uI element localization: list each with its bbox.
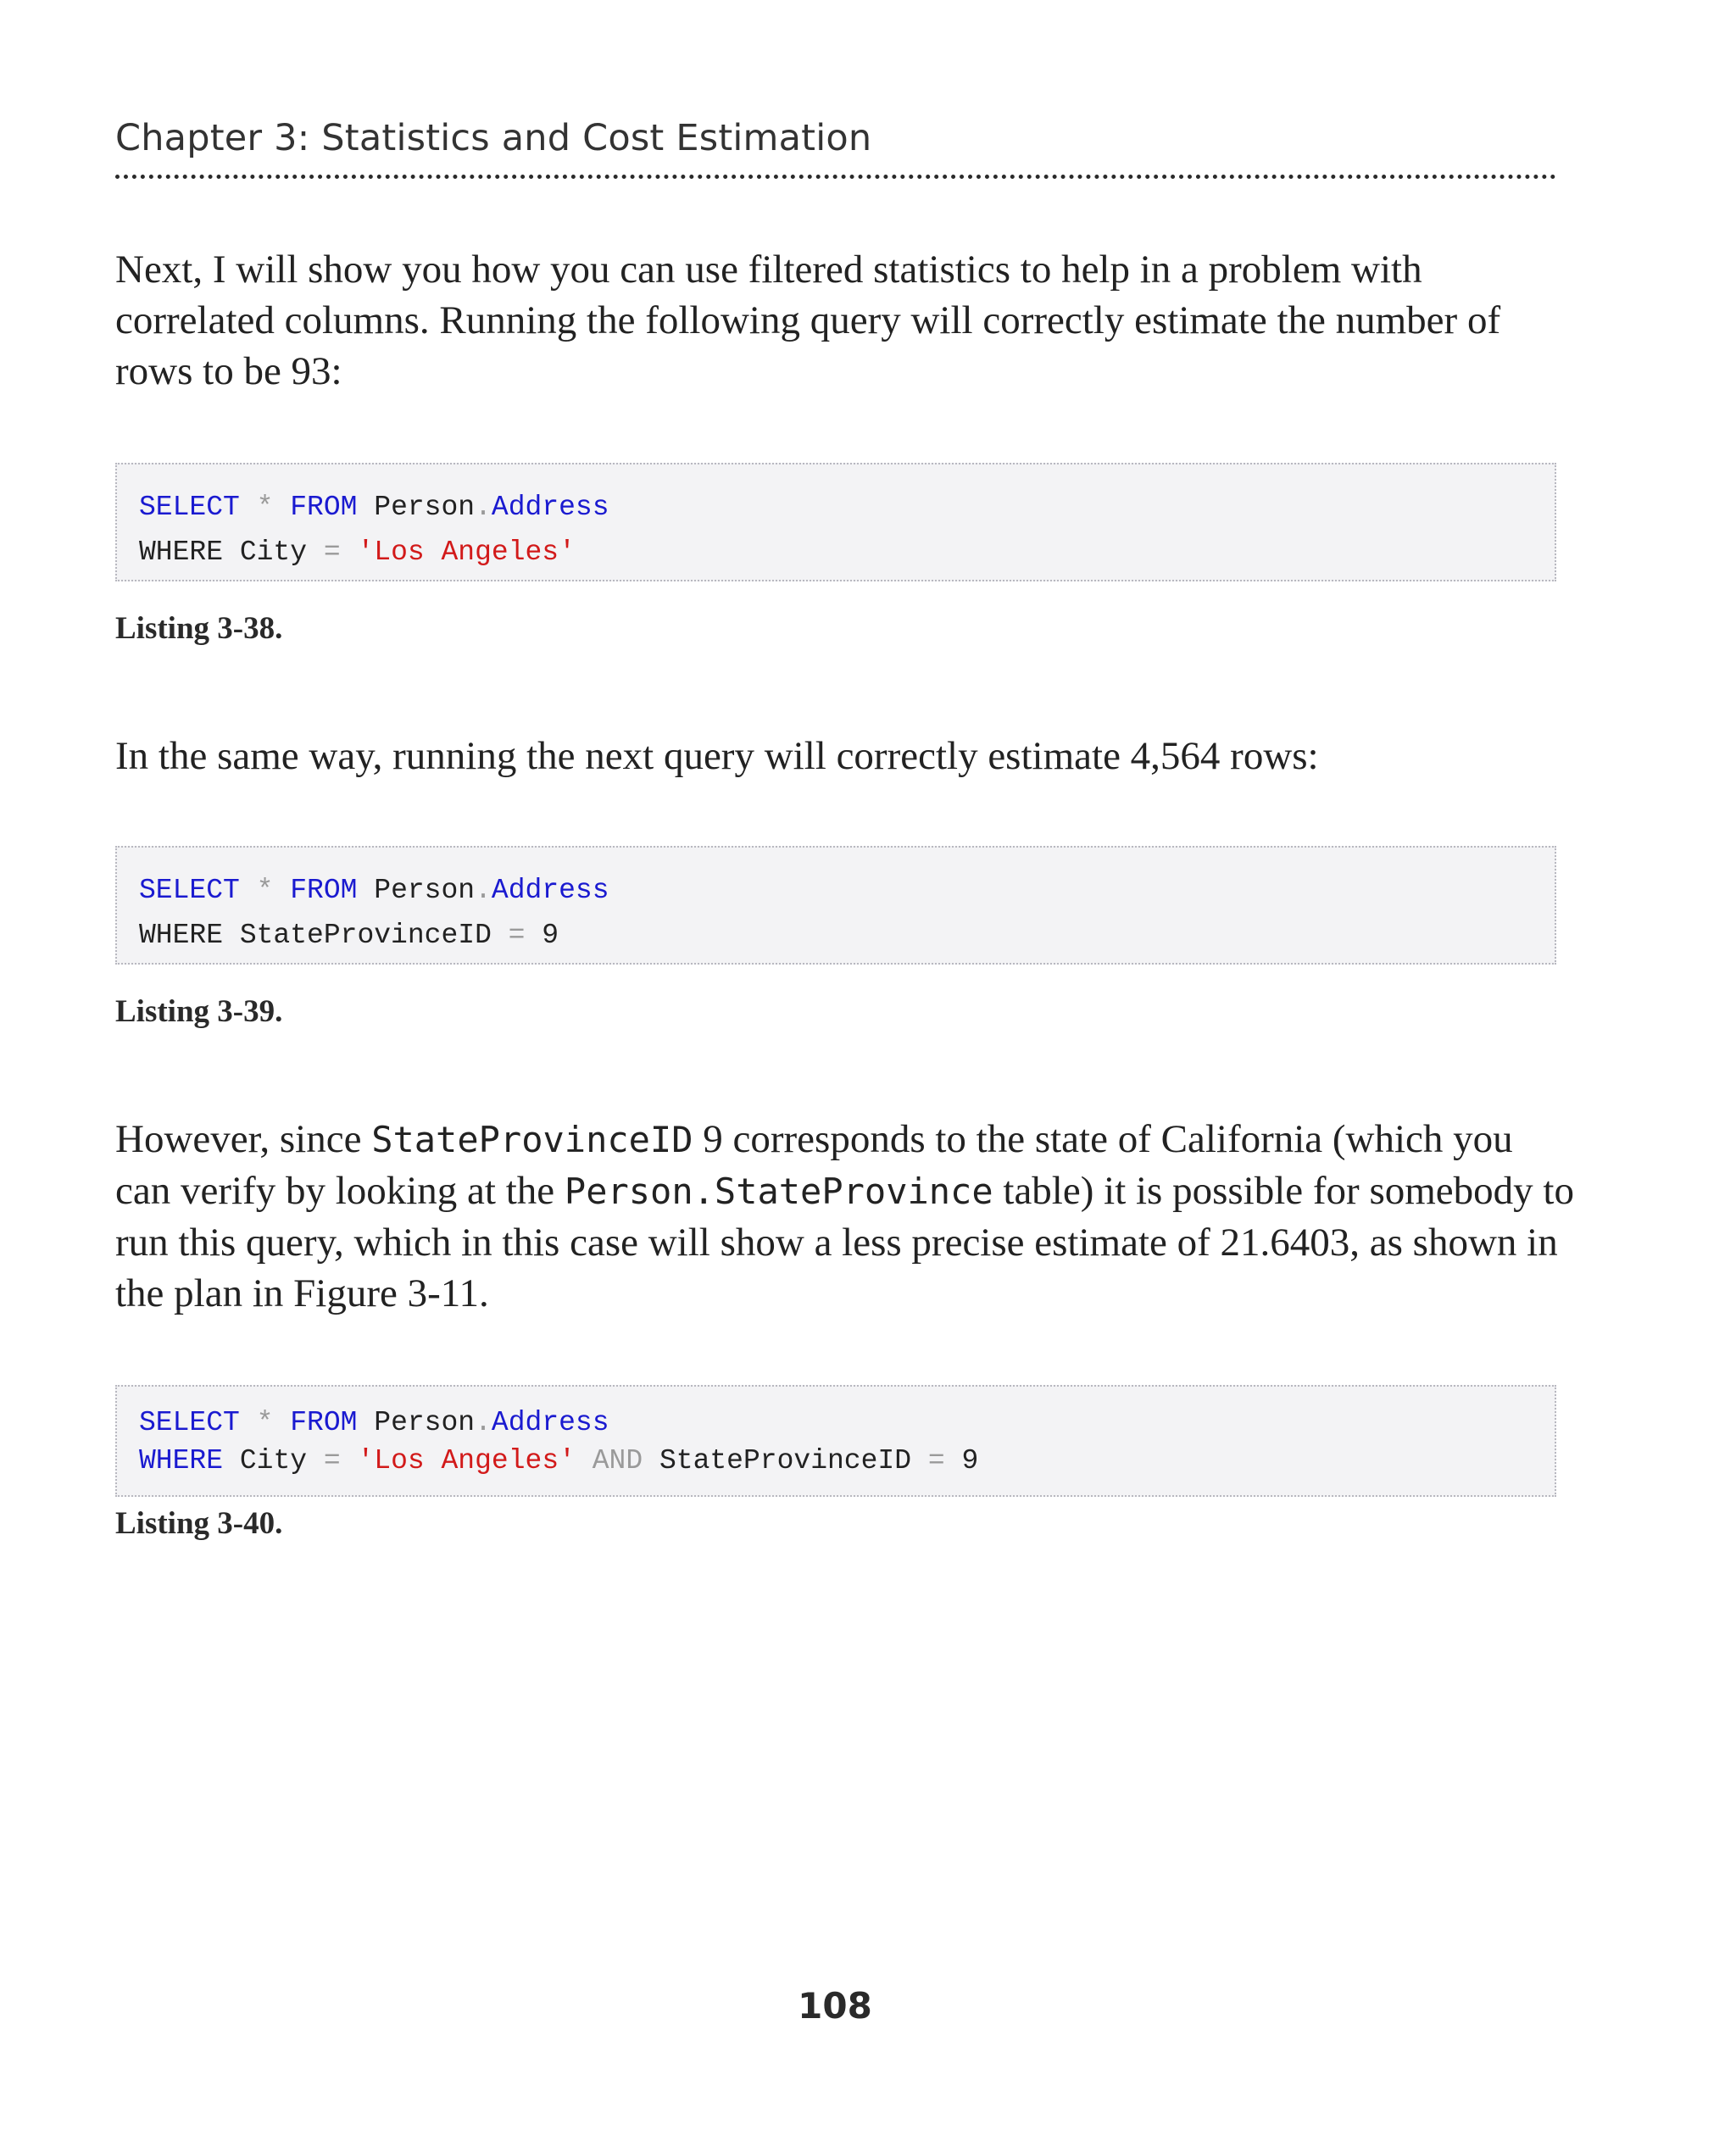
sql-identifier: Person bbox=[357, 875, 476, 906]
sql-keyword: SELECT bbox=[139, 875, 240, 906]
sql-identifier: WHERE StateProvinceID bbox=[139, 920, 509, 951]
code-line bbox=[139, 868, 1533, 913]
listing-caption: Listing 3-38. bbox=[115, 611, 283, 646]
sql-operator: = bbox=[323, 1445, 341, 1476]
sql-table-name: Address bbox=[491, 492, 609, 523]
code-line bbox=[139, 530, 1533, 575]
sql-keyword: FROM bbox=[290, 1407, 358, 1438]
listing-caption: Listing 3-39. bbox=[115, 994, 283, 1029]
sql-keyword: SELECT bbox=[139, 1407, 240, 1438]
sql-string-literal: 'Los Angeles' bbox=[357, 1445, 576, 1476]
sql-keyword: WHERE bbox=[139, 1445, 224, 1476]
paragraph-line: correlated columns. Running the following query will correctly estimate the number of bbox=[115, 298, 1501, 342]
sql-identifier: City bbox=[223, 1445, 324, 1476]
sql-space bbox=[341, 1445, 358, 1476]
paragraph-line: rows to be 93: bbox=[115, 349, 342, 393]
paragraph-line bbox=[115, 1114, 1573, 1165]
text-run: 9 corresponds to the state of California (which you bbox=[693, 1117, 1513, 1161]
text-run: can verify by looking at the bbox=[115, 1169, 565, 1213]
code-block-listing-3-38 bbox=[115, 463, 1556, 581]
inline-code: Person.StateProvince bbox=[564, 1171, 993, 1212]
listing-caption: Listing 3-40. bbox=[115, 1506, 283, 1541]
sql-operator: * bbox=[239, 492, 291, 523]
code-line bbox=[139, 485, 1533, 530]
code-line bbox=[139, 913, 1533, 958]
sql-operator: . bbox=[475, 492, 492, 523]
code-block-listing-3-40 bbox=[115, 1385, 1556, 1497]
header-dotted-rule bbox=[115, 175, 1556, 179]
sql-operator: * bbox=[239, 875, 291, 906]
sql-operator: = bbox=[508, 920, 526, 951]
sql-identifier: Person bbox=[357, 492, 476, 523]
sql-string-literal: 'Los Angeles' bbox=[357, 537, 576, 568]
paragraph-line bbox=[115, 1165, 1573, 1217]
sql-operator: * bbox=[239, 1407, 291, 1438]
sql-number-literal: 9 bbox=[944, 1445, 979, 1476]
paragraph-line: run this query, which in this case will show a less precise estimate of 21.6403, as shown in bbox=[115, 1221, 1558, 1265]
sql-keyword: FROM bbox=[290, 492, 358, 523]
paragraph-line: the plan in Figure 3-11. bbox=[115, 1271, 489, 1315]
sql-identifier: Person bbox=[357, 1407, 476, 1438]
text-run: However, since bbox=[115, 1117, 372, 1161]
paragraph-line: In the same way, running the next query will correctly estimate 4,564 rows: bbox=[115, 734, 1319, 778]
paragraph-line: Next, I will show you how you can use filtered statistics to help in a problem with bbox=[115, 247, 1422, 292]
sql-operator: . bbox=[475, 1407, 492, 1438]
sql-keyword: FROM bbox=[290, 875, 358, 906]
text-run: table) it is possible for somebody to bbox=[993, 1169, 1574, 1213]
sql-space bbox=[341, 537, 358, 568]
running-head: Chapter 3: Statistics and Cost Estimation bbox=[115, 117, 872, 159]
sql-identifier: StateProvinceID bbox=[659, 1445, 928, 1476]
sql-operator: . bbox=[475, 875, 492, 906]
sql-and-operator: AND bbox=[575, 1445, 659, 1476]
sql-table-name: Address bbox=[491, 1407, 609, 1438]
sql-operator: = bbox=[323, 537, 341, 568]
code-line bbox=[139, 1404, 1533, 1442]
paragraph-next-query bbox=[115, 731, 1573, 781]
code-line bbox=[139, 1442, 1533, 1480]
sql-table-name: Address bbox=[491, 875, 609, 906]
sql-number-literal: 9 bbox=[525, 920, 559, 951]
page-number: 108 bbox=[798, 1985, 872, 2027]
inline-code: StateProvinceID bbox=[371, 1119, 693, 1160]
code-block-listing-3-39 bbox=[115, 846, 1556, 965]
paragraph-filtered-statistics-intro bbox=[115, 244, 1573, 397]
sql-identifier: WHERE City bbox=[139, 537, 324, 568]
paragraph-california-explanation bbox=[115, 1114, 1573, 1319]
sql-operator: = bbox=[927, 1445, 945, 1476]
sql-keyword: SELECT bbox=[139, 492, 240, 523]
